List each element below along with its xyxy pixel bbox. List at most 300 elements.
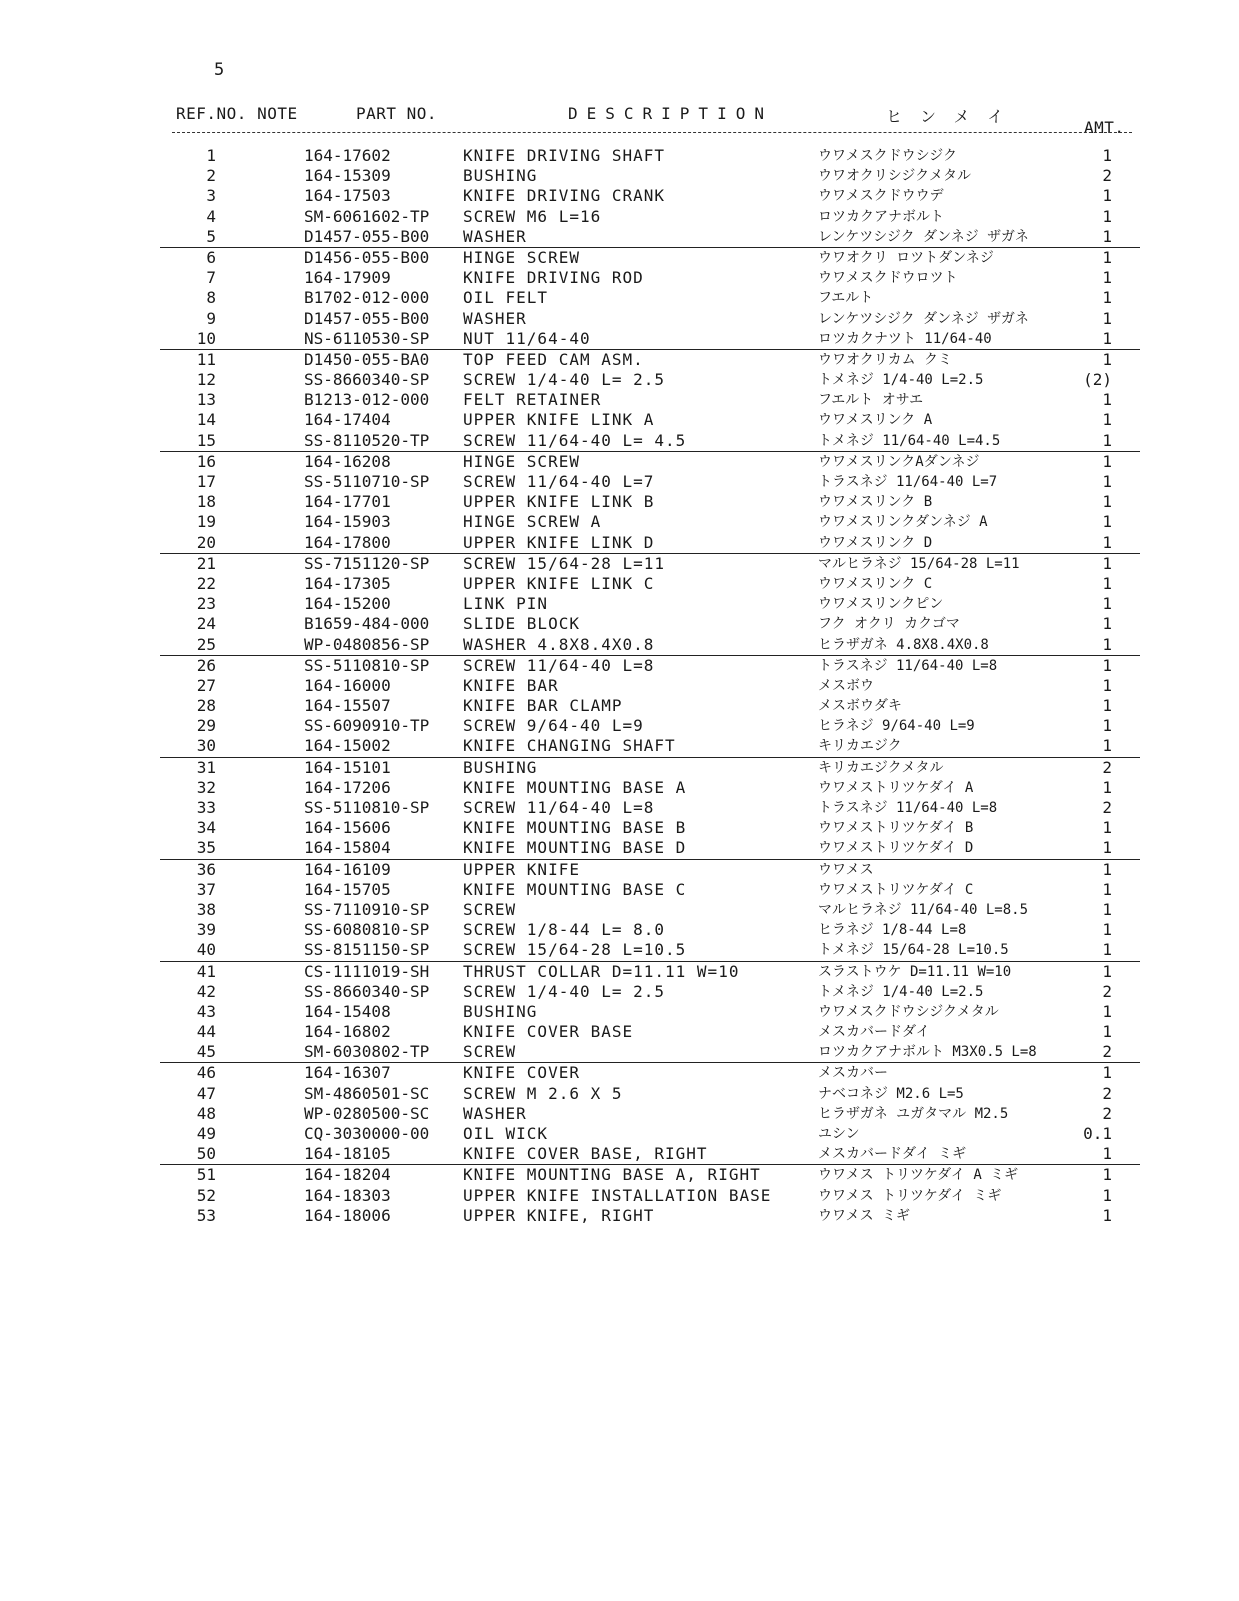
amount-cell: 1 (1102, 186, 1112, 206)
part-no-cell: SS-5110810-SP (304, 798, 430, 817)
ref-no-cell: 11 (196, 349, 216, 369)
amount-cell: 1 (1102, 430, 1112, 450)
description-cell: SCREW 9/64-40 L=9 (463, 716, 644, 736)
table-row (160, 1084, 1140, 1104)
description-cell: TOP FEED CAM ASM. (463, 349, 644, 369)
header-description: DESCRIPTION (568, 104, 773, 123)
amount-cell: 1 (1102, 1144, 1112, 1164)
ref-no-cell: 3 (206, 186, 216, 206)
amount-cell: 1 (1102, 328, 1112, 348)
amount-cell: 1 (1102, 1185, 1112, 1205)
ref-no-cell: 52 (196, 1185, 216, 1205)
description-cell: KNIFE MOUNTING BASE A (463, 777, 687, 797)
amount-cell: 1 (1102, 859, 1112, 879)
amount-cell: 1 (1102, 777, 1112, 797)
part-no-cell: B1213-012-000 (304, 390, 430, 410)
kana-name-cell: ウワメスリンクAダンネジ (818, 453, 980, 470)
description-cell: KNIFE MOUNTING BASE B (463, 818, 687, 838)
part-no-cell: B1702-012-000 (304, 288, 430, 308)
ref-no-cell: 33 (196, 798, 216, 817)
part-no-cell: SS-6090910-TP (304, 716, 430, 736)
amount-cell: 2 (1102, 166, 1112, 186)
table-row (160, 635, 1140, 655)
part-no-cell: 164-17602 (304, 146, 391, 165)
description-cell: WASHER (463, 308, 527, 328)
part-no-cell: 164-16208 (304, 451, 391, 471)
table-row (160, 390, 1140, 410)
table-row (160, 574, 1140, 594)
description-cell: KNIFE MOUNTING BASE D (463, 838, 687, 858)
ref-no-cell: 44 (196, 1022, 216, 1042)
ref-no-cell: 26 (196, 655, 216, 675)
amount-cell: 1 (1102, 532, 1112, 552)
kana-name-cell: ウワメスリンク A (818, 412, 933, 429)
amount-cell: 2 (1102, 757, 1112, 777)
description-cell: KNIFE DRIVING SHAFT (463, 146, 666, 165)
description-cell: KNIFE CHANGING SHAFT (463, 736, 676, 756)
amount-cell: 1 (1102, 573, 1112, 593)
kana-name-cell: ウワメストリツケダイ C (818, 881, 974, 898)
ref-no-cell: 21 (196, 553, 216, 573)
description-cell: UPPER KNIFE LINK A (463, 410, 655, 430)
amount-cell: 1 (1102, 512, 1112, 532)
ref-no-cell: 12 (196, 370, 216, 390)
table-row (160, 880, 1140, 900)
table-row (160, 1002, 1140, 1022)
part-no-cell: 164-17206 (304, 777, 391, 797)
table-row (160, 900, 1140, 920)
kana-name-cell: ヒラネジ 9/64-40 L=9 (818, 718, 975, 735)
ref-no-cell: 14 (196, 410, 216, 430)
amount-cell: 1 (1102, 451, 1112, 471)
ref-no-cell: 43 (196, 1001, 216, 1021)
amount-cell: 1 (1102, 716, 1112, 736)
ref-no-cell: 51 (196, 1165, 216, 1185)
table-row (160, 614, 1140, 634)
amount-cell: 1 (1102, 288, 1112, 308)
amount-cell: 1 (1102, 308, 1112, 328)
table-row (160, 1062, 1140, 1083)
amount-cell: 1 (1102, 696, 1112, 716)
table-row (160, 533, 1140, 553)
description-cell: KNIFE MOUNTING BASE A, RIGHT (463, 1165, 761, 1185)
kana-name-cell: ウワメストリツケダイ D (818, 840, 974, 857)
part-no-cell: D1450-055-BA0 (304, 349, 430, 369)
description-cell: LINK PIN (463, 594, 549, 614)
part-no-cell: 164-16307 (304, 1063, 391, 1083)
part-no-cell: D1457-055-B00 (304, 308, 430, 328)
part-no-cell: WP-0280500-SC (304, 1103, 430, 1123)
ref-no-cell: 39 (196, 920, 216, 940)
kana-name-cell: レンケツシジク ダンネジ ザガネ (818, 228, 1029, 245)
part-no-cell: 164-17701 (304, 492, 391, 512)
table-row (160, 655, 1140, 676)
part-no-cell: 164-15606 (304, 818, 391, 838)
ref-no-cell: 28 (196, 696, 216, 716)
part-no-cell: 164-15408 (304, 1001, 391, 1021)
kana-name-cell: ウワメス トリツケダイ ミギ (818, 1187, 1002, 1204)
amount-cell: 1 (1102, 818, 1112, 838)
part-no-cell: D1456-055-B00 (304, 247, 430, 267)
description-cell: SCREW 1/8-44 L= 8.0 (463, 920, 666, 940)
kana-name-cell: ロツカクナツト 11/64-40 (818, 330, 992, 347)
description-cell: SCREW 1/4-40 L= 2.5 (463, 370, 666, 390)
part-no-cell: SS-5110710-SP (304, 472, 430, 491)
amount-cell: 1 (1102, 940, 1112, 960)
part-no-cell: SM-6030802-TP (304, 1042, 430, 1062)
ref-no-cell: 47 (196, 1083, 216, 1103)
amount-cell: 1 (1102, 838, 1112, 858)
table-row (160, 309, 1140, 329)
amount-cell: 1 (1102, 1022, 1112, 1042)
kana-name-cell: ナベコネジ M2.6 L=5 (818, 1085, 964, 1102)
ref-no-cell: 46 (196, 1063, 216, 1083)
kana-name-cell: ウワメスクドウロツト (818, 270, 958, 287)
part-no-cell: CQ-3030000-00 (304, 1124, 430, 1143)
description-cell: KNIFE BAR (463, 675, 559, 695)
ref-no-cell: 16 (196, 451, 216, 471)
amount-cell: 1 (1102, 1205, 1112, 1225)
ref-no-cell: 45 (196, 1042, 216, 1062)
kana-name-cell: ウワメス ミギ (818, 1207, 911, 1224)
ref-no-cell: 49 (196, 1124, 216, 1143)
part-no-cell: 164-17909 (304, 268, 391, 288)
header-kana: ヒンメイ (886, 107, 1022, 126)
table-row (160, 146, 1140, 166)
ref-no-cell: 50 (196, 1144, 216, 1164)
table-row (160, 247, 1140, 268)
table-row (160, 1022, 1140, 1042)
kana-name-cell: トメネジ 1/4-40 L=2.5 (818, 372, 984, 389)
amount-cell: 1 (1102, 655, 1112, 675)
ref-no-cell: 7 (206, 268, 216, 288)
description-cell: WASHER (463, 226, 527, 246)
amount-cell: 1 (1102, 1001, 1112, 1021)
kana-name-cell: ウワメスリンクピン (818, 596, 944, 613)
table-row (160, 676, 1140, 696)
kana-name-cell: メスカバードダイ ミギ (818, 1146, 967, 1163)
part-no-cell: SM-4860501-SC (304, 1083, 430, 1103)
ref-no-cell: 29 (196, 716, 216, 736)
part-no-cell: 164-17404 (304, 410, 391, 430)
amount-cell: 1 (1102, 736, 1112, 756)
description-cell: WASHER (463, 1103, 527, 1123)
amount-cell: 0.1 (1083, 1124, 1112, 1143)
kana-name-cell: トラスネジ 11/64-40 L=8 (818, 657, 998, 674)
table-row (160, 961, 1140, 982)
table-row (160, 798, 1140, 818)
ref-no-cell: 15 (196, 430, 216, 450)
table-row (160, 186, 1140, 206)
ref-no-cell: 5 (206, 226, 216, 246)
ref-no-cell: 32 (196, 777, 216, 797)
description-cell: BUSHING (463, 166, 538, 186)
ref-no-cell: 18 (196, 492, 216, 512)
ref-no-cell: 27 (196, 675, 216, 695)
table-row (160, 1206, 1140, 1226)
table-row (160, 288, 1140, 308)
kana-name-cell: ウワメスリンク D (818, 534, 933, 551)
ref-no-cell: 4 (206, 206, 216, 226)
amount-cell: 1 (1102, 1165, 1112, 1185)
amount-cell: 1 (1102, 920, 1112, 940)
kana-name-cell: レンケツシジク ダンネジ ザガネ (818, 310, 1029, 327)
kana-name-cell: スラストウケ D=11.11 W=10 (818, 963, 1012, 980)
amount-cell: 1 (1102, 1063, 1112, 1083)
part-no-cell: SS-8660340-SP (304, 981, 430, 1001)
table-row (160, 920, 1140, 940)
table-row (160, 1124, 1140, 1144)
kana-name-cell: ウワメストリツケダイ A (818, 779, 974, 796)
header-divider (172, 132, 1132, 133)
ref-no-cell: 25 (196, 634, 216, 654)
table-row (160, 492, 1140, 512)
part-no-cell: 164-18303 (304, 1185, 391, 1205)
part-no-cell: 164-15002 (304, 736, 391, 756)
amount-cell: 1 (1102, 899, 1112, 919)
kana-name-cell: ウワメス (818, 861, 874, 878)
part-no-cell: NS-6110530-SP (304, 328, 430, 348)
table-row (160, 553, 1140, 574)
ref-no-cell: 42 (196, 981, 216, 1001)
description-cell: FELT RETAINER (463, 390, 602, 410)
amount-cell: 1 (1102, 594, 1112, 614)
kana-name-cell: トラスネジ 11/64-40 L=7 (818, 474, 998, 490)
part-no-cell: 164-15309 (304, 166, 391, 186)
part-no-cell: SS-7110910-SP (304, 899, 430, 919)
description-cell: UPPER KNIFE (463, 859, 580, 879)
table-row (160, 838, 1140, 858)
part-no-cell: SS-6080810-SP (304, 920, 430, 940)
table-row (160, 716, 1140, 736)
kana-name-cell: ヒラネジ 1/8-44 L=8 (818, 922, 967, 939)
description-cell: KNIFE COVER (463, 1063, 580, 1083)
ref-no-cell: 41 (196, 961, 216, 981)
ref-no-cell: 37 (196, 879, 216, 899)
ref-no-cell: 10 (196, 328, 216, 348)
kana-name-cell: フク オクリ カクゴマ (818, 616, 960, 633)
table-row (160, 370, 1140, 390)
part-no-cell: 164-16000 (304, 675, 391, 695)
description-cell: HINGE SCREW (463, 247, 580, 267)
amount-cell: (2) (1083, 370, 1112, 390)
kana-name-cell: ユシン (818, 1126, 860, 1142)
amount-cell: 1 (1102, 675, 1112, 695)
description-cell: SCREW 11/64-40 L= 4.5 (463, 430, 687, 450)
ref-no-cell: 6 (206, 247, 216, 267)
description-cell: KNIFE COVER BASE (463, 1022, 634, 1042)
ref-no-cell: 2 (206, 166, 216, 186)
ref-no-cell: 13 (196, 390, 216, 410)
table-row (160, 757, 1140, 778)
amount-cell: 2 (1102, 798, 1112, 817)
description-cell: UPPER KNIFE LINK B (463, 492, 655, 512)
ref-no-cell: 31 (196, 757, 216, 777)
kana-name-cell: トメネジ 1/4-40 L=2.5 (818, 983, 984, 1000)
description-cell: THRUST COLLAR D=11.11 W=10 (463, 961, 740, 981)
amount-cell: 1 (1102, 268, 1112, 288)
description-cell: KNIFE DRIVING ROD (463, 268, 644, 288)
table-row (160, 696, 1140, 716)
kana-name-cell: フエルト オサエ (818, 392, 924, 409)
table-row (160, 512, 1140, 532)
description-cell: NUT 11/64-40 (463, 328, 591, 348)
table-row (160, 1144, 1140, 1164)
table-row (160, 940, 1140, 960)
amount-cell: 1 (1102, 614, 1112, 634)
kana-name-cell: ウワメスリンク C (818, 575, 933, 592)
amount-cell: 1 (1102, 349, 1112, 369)
part-no-cell: CS-1111019-SH (304, 961, 430, 981)
part-no-cell: 164-15804 (304, 838, 391, 858)
description-cell: KNIFE MOUNTING BASE C (463, 879, 687, 899)
table-row (160, 778, 1140, 798)
part-no-cell: 164-15903 (304, 512, 391, 532)
amount-cell: 1 (1102, 146, 1112, 165)
header-ref-note: REF.NO. NOTE (176, 104, 298, 123)
part-no-cell: SM-6061602-TP (304, 206, 430, 226)
kana-name-cell: ロツカクアナボルト M3X0.5 L=8 (818, 1044, 1037, 1061)
description-cell: SCREW 1/4-40 L= 2.5 (463, 981, 666, 1001)
ref-no-cell: 1 (206, 146, 216, 165)
kana-name-cell: メスカバードダイ (818, 1024, 930, 1041)
table-row (160, 329, 1140, 349)
part-no-cell: 164-15507 (304, 696, 391, 716)
part-no-cell: 164-16109 (304, 859, 391, 879)
page-number: 5 (214, 60, 225, 80)
part-no-cell: 164-16802 (304, 1022, 391, 1042)
ref-no-cell: 48 (196, 1103, 216, 1123)
part-no-cell: 164-18006 (304, 1205, 391, 1225)
part-no-cell: SS-8151150-SP (304, 940, 430, 960)
kana-name-cell: ウワメスリンクダンネジ A (818, 514, 988, 531)
description-cell: WASHER 4.8X8.4X0.8 (463, 634, 655, 654)
table-row (160, 472, 1140, 492)
description-cell: OIL WICK (463, 1124, 549, 1143)
description-cell: UPPER KNIFE INSTALLATION BASE (463, 1185, 772, 1205)
part-no-cell: 164-15200 (304, 594, 391, 614)
table-row (160, 268, 1140, 288)
amount-cell: 1 (1102, 206, 1112, 226)
part-no-cell: D1457-055-B00 (304, 226, 430, 246)
amount-cell: 2 (1102, 1103, 1112, 1123)
amount-cell: 2 (1102, 981, 1112, 1001)
table-row (160, 1186, 1140, 1206)
kana-name-cell: ロツカクアナボルト (818, 208, 944, 225)
table-row (160, 736, 1140, 756)
description-cell: UPPER KNIFE LINK C (463, 573, 655, 593)
kana-name-cell: ヒラザガネ ユガタマル M2.5 (818, 1105, 1009, 1122)
kana-name-cell: ウワメス トリツケダイ A ミギ (818, 1167, 1019, 1184)
kana-name-cell: ウワメスクドウシジクメタル (818, 1003, 999, 1020)
part-no-cell: SS-7151120-SP (304, 553, 430, 573)
ref-no-cell: 20 (196, 532, 216, 552)
description-cell: SCREW (463, 1042, 517, 1062)
table-row (160, 207, 1140, 227)
description-cell: SCREW 15/64-28 L=10.5 (463, 940, 687, 960)
part-no-cell: 164-15101 (304, 757, 391, 777)
table-row (160, 982, 1140, 1002)
description-cell: KNIFE BAR CLAMP (463, 696, 623, 716)
kana-name-cell: ウワメスクドウシジク (818, 148, 957, 164)
description-cell: BUSHING (463, 757, 538, 777)
ref-no-cell: 35 (196, 838, 216, 858)
kana-name-cell: メスボウ (818, 677, 874, 694)
description-cell: SLIDE BLOCK (463, 614, 580, 634)
ref-no-cell: 34 (196, 818, 216, 838)
amount-cell: 1 (1102, 492, 1112, 512)
amount-cell: 1 (1102, 472, 1112, 491)
description-cell: UPPER KNIFE LINK D (463, 532, 655, 552)
kana-name-cell: ウワメスクドウウデ (818, 188, 944, 205)
description-cell: SCREW M 2.6 X 5 (463, 1083, 623, 1103)
ref-no-cell: 22 (196, 573, 216, 593)
kana-name-cell: マルヒラネジ 11/64-40 L=8.5 (818, 901, 1029, 918)
ref-no-cell: 23 (196, 594, 216, 614)
description-cell: SCREW (463, 899, 517, 919)
kana-name-cell: メスボウダキ (818, 698, 902, 715)
kana-name-cell: ウワオクリシジクメタル (818, 168, 971, 185)
description-cell: SCREW 15/64-28 L=11 (463, 553, 666, 573)
part-no-cell: 164-18105 (304, 1144, 391, 1164)
description-cell: KNIFE COVER BASE, RIGHT (463, 1144, 708, 1164)
table-row (160, 594, 1140, 614)
description-cell: UPPER KNIFE, RIGHT (463, 1205, 655, 1225)
kana-name-cell: ウワオクリ ロツトダンネジ (818, 249, 994, 266)
description-cell: KNIFE DRIVING CRANK (463, 186, 666, 206)
ref-no-cell: 17 (196, 472, 216, 491)
ref-no-cell: 36 (196, 859, 216, 879)
header-amt: AMT. (1084, 118, 1125, 137)
table-row (160, 227, 1140, 247)
ref-no-cell: 9 (206, 308, 216, 328)
amount-cell: 1 (1102, 390, 1112, 410)
description-cell: HINGE SCREW A (463, 512, 602, 532)
ref-no-cell: 30 (196, 736, 216, 756)
amount-cell: 2 (1102, 1042, 1112, 1062)
kana-name-cell: フエルト (818, 290, 874, 307)
amount-cell: 1 (1102, 226, 1112, 246)
kana-name-cell: ウワオクリカム クミ (818, 351, 953, 368)
amount-cell: 2 (1102, 1083, 1112, 1103)
kana-name-cell: メスカバー (818, 1065, 888, 1082)
part-no-cell: 164-17305 (304, 573, 391, 593)
part-no-cell: 164-17800 (304, 532, 391, 552)
table-row (160, 410, 1140, 430)
part-no-cell: SS-5110810-SP (304, 655, 430, 675)
description-cell: BUSHING (463, 1001, 538, 1021)
amount-cell: 1 (1102, 961, 1112, 981)
description-cell: HINGE SCREW (463, 451, 580, 471)
table-row (160, 451, 1140, 472)
kana-name-cell: ウワメスリンク B (818, 494, 933, 511)
description-cell: SCREW 11/64-40 L=8 (463, 655, 655, 675)
kana-name-cell: キリカエジク (818, 738, 902, 755)
amount-cell: 1 (1102, 553, 1112, 573)
table-row (160, 1164, 1140, 1185)
amount-cell: 1 (1102, 634, 1112, 654)
kana-name-cell: トメネジ 11/64-40 L=4.5 (818, 432, 1001, 449)
kana-name-cell: ヒラザガネ 4.8X8.4X0.8 (818, 636, 989, 653)
kana-name-cell: ウワメストリツケダイ B (818, 820, 974, 837)
ref-no-cell: 40 (196, 940, 216, 960)
kana-name-cell: トラスネジ 11/64-40 L=8 (818, 800, 998, 816)
table-row (160, 1042, 1140, 1062)
kana-name-cell: マルヒラネジ 15/64-28 L=11 (818, 555, 1020, 572)
parts-table (160, 146, 1140, 1226)
table-row (160, 349, 1140, 370)
kana-name-cell: トメネジ 15/64-28 L=10.5 (818, 942, 1009, 959)
